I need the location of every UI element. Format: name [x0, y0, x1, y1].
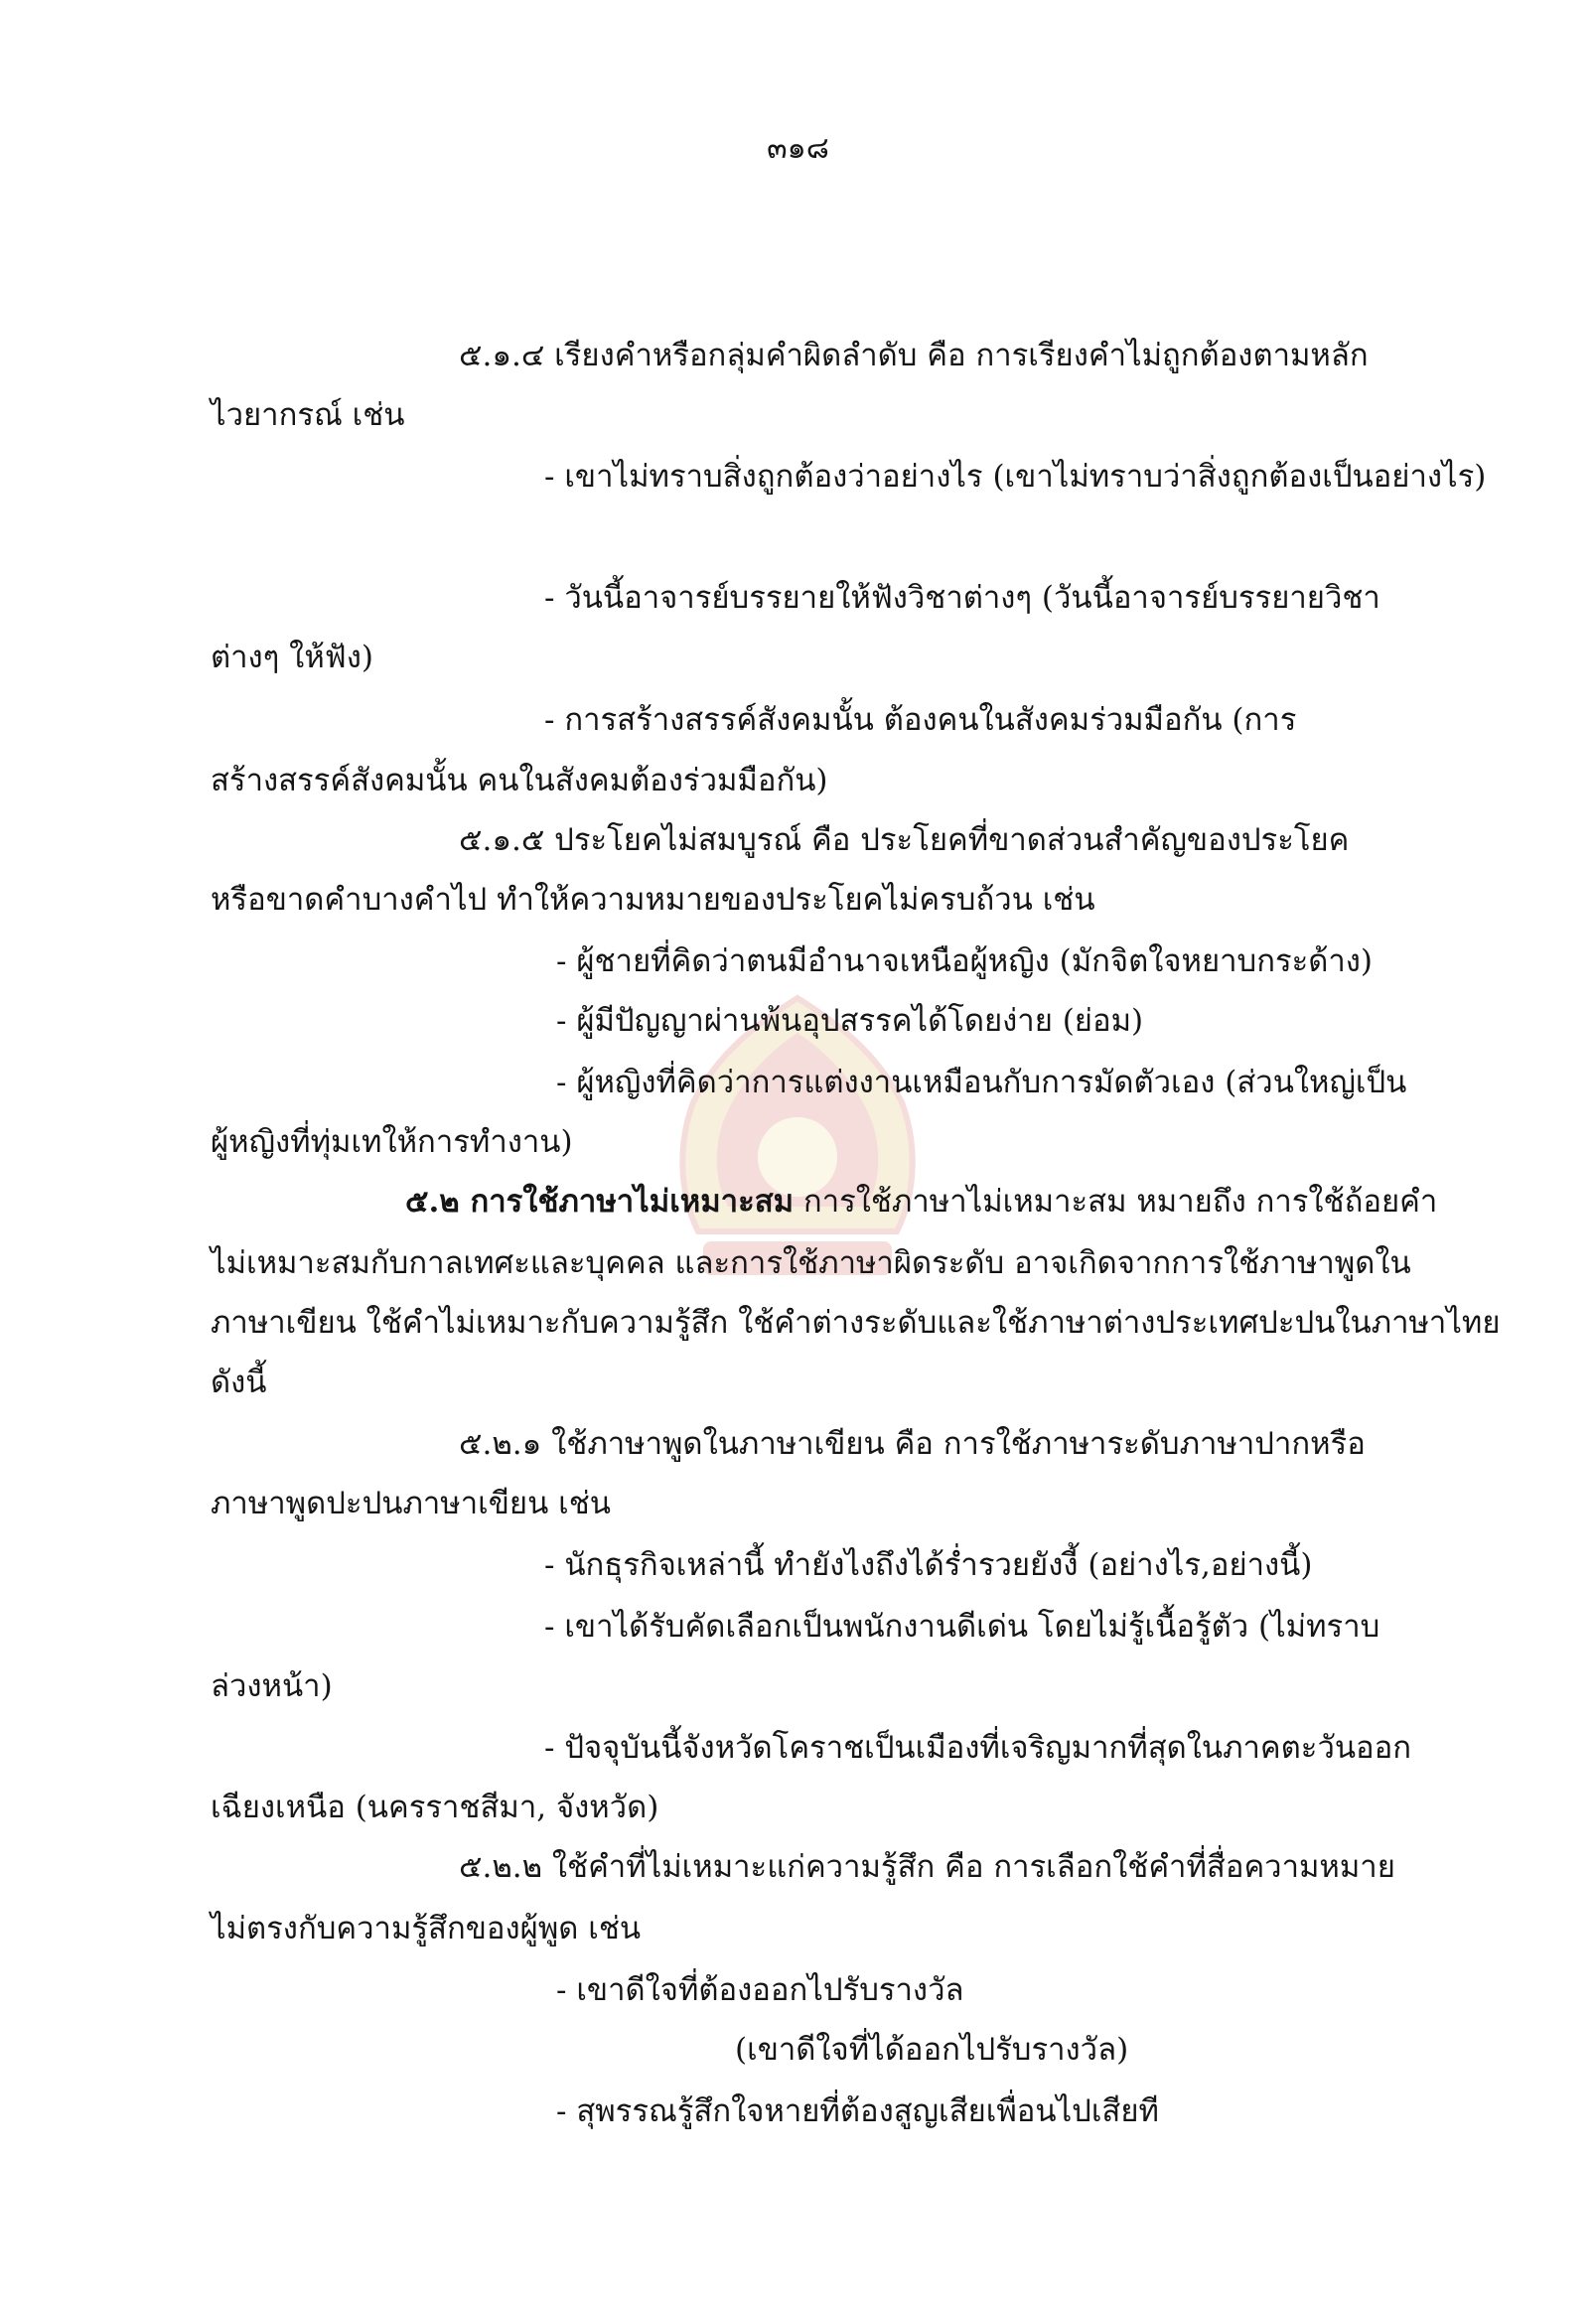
- section-5-2-line-1: [405, 1182, 1437, 1222]
- example-correction: (เขาดีใจที่ได้ออกไปรับรางวัล): [735, 2032, 1129, 2068]
- paragraph-5-1-5-line-1: ๕.๑.๕ ประโยคไม่สมบูรณ์ คือ ประโยคที่ขาดส่วนสำคัญของประโยค: [459, 822, 1350, 858]
- example-continuation: ผู้หญิงที่ทุ่มเทให้การทำงาน): [211, 1124, 573, 1160]
- example-continuation: สร้างสรรค์สังคมนั้น คนในสังคมต้องร่วมมือกัน): [211, 763, 828, 798]
- example-line: - เขาไม่ทราบสิ่งถูกต้องว่าอย่างไร (เขาไม่ทราบว่าสิ่งถูกต้องเป็นอย่างไร): [544, 459, 1487, 495]
- example-line: - นักธุรกิจเหล่านี้ ทำยังไงถึงได้ร่ำรวยยังงี้ (อย่างไร,อย่างนี้): [544, 1547, 1313, 1583]
- paragraph-5-2-1-line-2: ภาษาพูดปะปนภาษาเขียน เช่น: [211, 1486, 611, 1521]
- page-number: ๓๑๘: [767, 131, 829, 166]
- paragraph-5-1-4-line-1: ๕.๑.๔ เรียงคำหรือกลุ่มคำผิดลำดับ คือ การเรียงคำไม่ถูกต้องตามหลัก: [459, 338, 1369, 373]
- example-line: - ปัจจุบันนี้จังหวัดโคราชเป็นเมืองที่เจริญมากที่สุดในภาคตะวันออก: [544, 1730, 1412, 1766]
- paragraph-5-2-2-line-1: ๕.๒.๒ ใช้คำที่ไม่เหมาะแก่ความรู้สึก คือ การเลือกใช้คำที่สื่อความหมาย: [459, 1849, 1395, 1885]
- section-5-2-heading: ๕.๒ การใช้ภาษาไม่เหมาะสม: [405, 1184, 795, 1220]
- example-continuation: ล่วงหน้า): [211, 1668, 333, 1704]
- paragraph-5-1-4-line-2: ไวยากรณ์ เช่น: [211, 397, 405, 433]
- example-continuation: เฉียงเหนือ (นครราชสีมา, จังหวัด): [211, 1790, 659, 1825]
- example-line: - เขาดีใจที่ต้องออกไปรับรางวัล: [556, 1972, 964, 2008]
- example-continuation: ต่างๆ ให้ฟัง): [211, 640, 373, 675]
- example-line: - ผู้หญิงที่คิดว่าการแต่งงานเหมือนกับการมัดตัวเอง (ส่วนใหญ่เป็น: [556, 1065, 1407, 1100]
- example-line: - ผู้มีปัญญาผ่านพ้นอุปสรรคได้โดยง่าย (ย่อม): [556, 1003, 1144, 1039]
- section-5-2-intro: การใช้ภาษาไม่เหมาะสม หมายถึง การใช้ถ้อยคำ: [794, 1184, 1438, 1220]
- paragraph-5-2-1-line-1: ๕.๒.๑ ใช้ภาษาพูดในภาษาเขียน คือ การใช้ภาษาระดับภาษาปากหรือ: [459, 1426, 1366, 1462]
- example-line: - การสร้างสรรค์สังคมนั้น ต้องคนในสังคมร่วมมือกัน (การ: [544, 702, 1297, 738]
- paragraph-5-2-2-line-2: ไม่ตรงกับความรู้สึกของผู้พูด เช่น: [211, 1911, 642, 1946]
- section-5-2-line-3: ภาษาเขียน ใช้คำไม่เหมาะกับความรู้สึก ใช้คำต่างระดับและใช้ภาษาต่างประเทศปะปนในภาษาไทย: [211, 1305, 1501, 1341]
- section-5-2-line-4: ดังนี้: [211, 1365, 267, 1400]
- example-line: - สุพรรณรู้สึกใจหายที่ต้องสูญเสียเพื่อนไปเสียที: [556, 2093, 1159, 2129]
- example-line: - วันนี้อาจารย์บรรยายให้ฟังวิชาต่างๆ (วันนี้อาจารย์บรรยายวิชา: [544, 580, 1380, 616]
- example-line: - ผู้ชายที่คิดว่าตนมีอำนาจเหนือผู้หญิง (มักจิตใจหยาบกระด้าง): [556, 943, 1374, 979]
- section-5-2-line-2: ไม่เหมาะสมกับกาลเทศะและบุคคล และการใช้ภาษาผิดระดับ อาจเกิดจากการใช้ภาษาพูดใน: [211, 1245, 1411, 1281]
- example-line: - เขาได้รับคัดเลือกเป็นพนักงานดีเด่น โดยไม่รู้เนื้อรู้ตัว (ไม่ทราบ: [544, 1609, 1380, 1645]
- paragraph-5-1-5-line-2: หรือขาดคำบางคำไป ทำให้ความหมายของประโยคไม่ครบถ้วน เช่น: [211, 882, 1095, 918]
